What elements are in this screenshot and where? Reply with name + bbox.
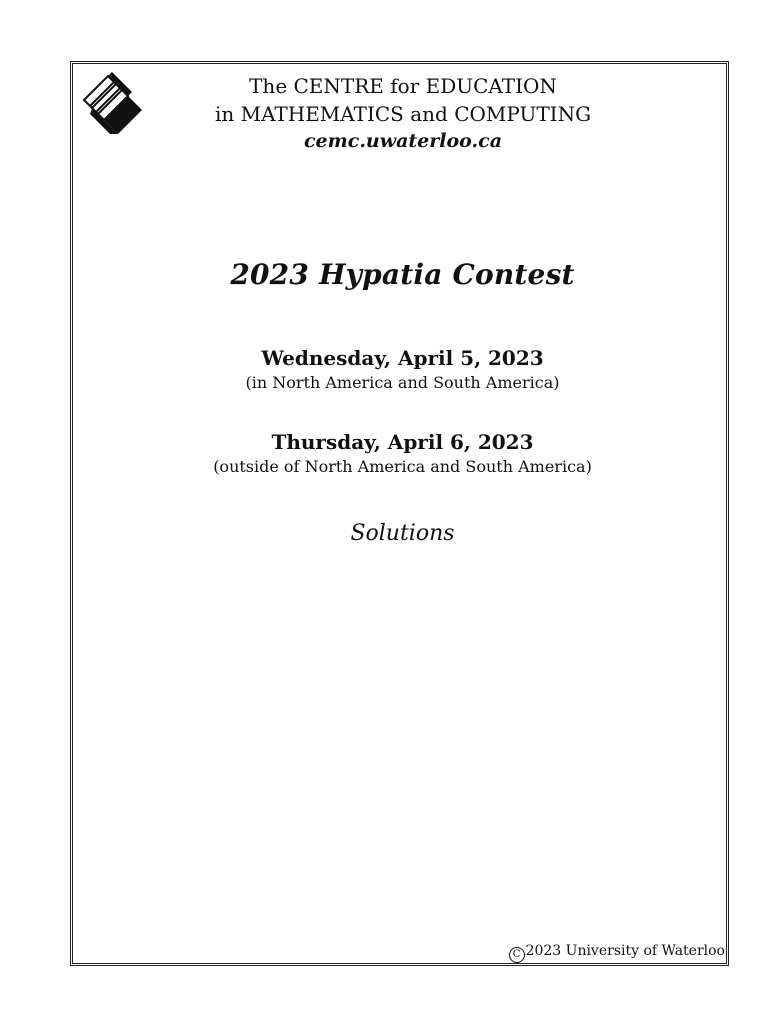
- contest-title: 2023 Hypatia Contest: [230, 258, 575, 291]
- contest-date-note: (in North America and South America): [245, 373, 560, 392]
- copyright-icon: C: [509, 947, 525, 963]
- centre-name-line-1: The CENTRE for EDUCATION: [249, 74, 557, 98]
- date-block-americas: [70, 344, 735, 394]
- copyright-text: 2023 University of Waterloo: [525, 943, 725, 959]
- cemc-logo-icon: [80, 72, 146, 134]
- date-block-outside-americas: [70, 428, 735, 478]
- centre-header: [150, 72, 656, 154]
- solutions-label: Solutions: [350, 521, 455, 546]
- copyright-notice: [509, 942, 725, 963]
- contest-date-note: (outside of North America and South America): [213, 457, 592, 476]
- centre-website: cemc.uwaterloo.ca: [303, 130, 503, 152]
- page-border: [70, 61, 729, 966]
- contest-date: Wednesday, April 5, 2023: [261, 346, 544, 370]
- centre-name-line-2: in MATHEMATICS and COMPUTING: [214, 102, 592, 126]
- contest-date: Thursday, April 6, 2023: [271, 430, 534, 454]
